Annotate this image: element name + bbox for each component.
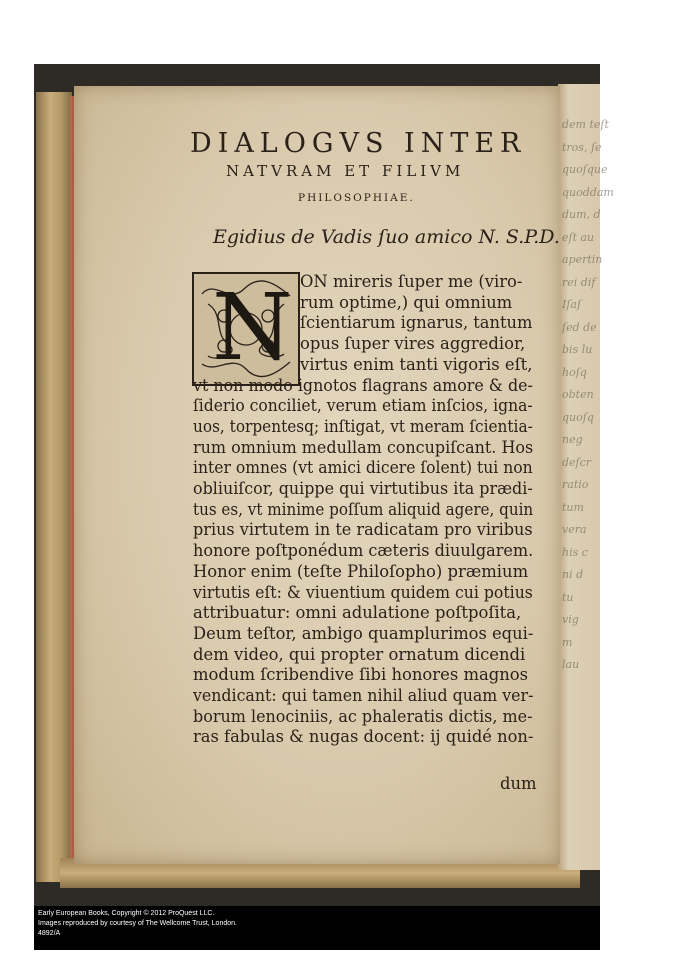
decorated-initial xyxy=(192,272,300,386)
body-line: virtus enim tanti vigoris eſt, xyxy=(300,354,533,374)
facing-line: rei dif xyxy=(562,275,596,289)
title-line-1: DIALOGVS INTER xyxy=(190,128,527,159)
book-left-edge xyxy=(36,92,72,882)
facing-line: lau xyxy=(562,658,580,671)
body-line: virtutis eſt: & viuentium quidem cui potius xyxy=(193,582,533,602)
facing-line: ratio xyxy=(562,478,589,491)
facing-line: vig xyxy=(562,613,579,626)
body-line: honore poſtponédum cæteris diuulgarem. xyxy=(193,541,534,561)
facing-page-text xyxy=(562,114,614,677)
facing-line: quoſq xyxy=(562,410,594,424)
title-line-3: PHILOSOPHIAE. xyxy=(298,192,415,204)
facing-line: neg xyxy=(562,433,583,446)
body-line: borum lenociniis, ac phaleratis dictis, me- xyxy=(193,706,533,726)
facing-line: m xyxy=(562,635,573,649)
facing-line: quoddam xyxy=(562,185,614,199)
facing-line: tu xyxy=(562,590,574,604)
body-line: inter omnes (vt amici dicere ſolent) tui non xyxy=(193,458,533,478)
body-line: prius virtutem in te radicatam pro viribus xyxy=(193,520,533,540)
footer-line-2: Images reproduced by courtesy of The Wellcome Trust, London. xyxy=(38,920,237,927)
facing-line: vera xyxy=(562,523,587,536)
body-line: tus es, vt minime poſſum aliquid agere, quin xyxy=(193,499,534,519)
facing-line: quoſque xyxy=(562,163,608,176)
facing-line: ni d xyxy=(562,568,584,581)
facing-line: his c xyxy=(562,545,588,559)
facing-line: deſcr xyxy=(562,455,592,469)
body-line: opus ſuper vires aggredior, xyxy=(300,334,526,354)
facing-line: obten xyxy=(562,388,594,401)
facing-line: dum, d xyxy=(562,208,601,221)
title-line-2: NATVRAM ET FILIVM xyxy=(226,162,465,180)
body-line: ſcientiarum ignarus, tantum xyxy=(300,313,533,333)
facing-line: tros, ſe xyxy=(562,140,602,154)
body-line: dem video, qui propter ornatum dicendi xyxy=(193,644,526,664)
body-line: Deum teſtor, ambigo quamplurimos equi- xyxy=(193,623,534,643)
copyright-footer xyxy=(34,906,600,950)
facing-page xyxy=(558,84,614,870)
facing-line: ſed de xyxy=(562,320,597,334)
body-line: rum optime,) qui omnium xyxy=(300,292,513,312)
body-line: modum ſcribendive ſibi honores magnos xyxy=(193,665,529,685)
facing-line: Iſaſ xyxy=(562,298,582,311)
body-line: ſiderio conciliet, verum etiam inſcios, igna- xyxy=(193,396,533,416)
body-line: vendicant: qui tamen nihil aliud quam ver- xyxy=(193,686,534,705)
footer-line-1: Early European Books, Copyright © 2012 ProQuest LLC. xyxy=(38,910,215,917)
facing-line: hoſq xyxy=(562,365,587,379)
body-line: ras fabulas & nugas docent: ij quidé non- xyxy=(193,727,534,747)
salutation: Egidius de Vadis ſuo amico N. S.P.D. xyxy=(213,226,560,248)
catchword: dum xyxy=(500,774,537,793)
initial-letter: N xyxy=(212,274,293,381)
body-line: obliuiſcor, quippe qui virtutibus ita prædi- xyxy=(193,479,533,498)
body-line: rum omnium medullam concupiſcant. Hos xyxy=(193,437,534,457)
body-line: ON mireris ſuper me (viro- xyxy=(300,272,523,291)
body-line: attribuatur: omni adulatione poſtpoſita, xyxy=(193,603,522,623)
footer-line-3: 4892/A xyxy=(38,930,61,937)
facing-line: dem teſt xyxy=(562,118,609,131)
body-line: Honor enim (teſte Philoſopho) præmium xyxy=(193,561,529,581)
body-line: vt non modo ignotos flagrans amore & de- xyxy=(193,375,533,395)
body-line: uos, torpentesq; inſtigat, vt meram ſcientia- xyxy=(193,416,533,436)
facing-line: bis lu xyxy=(562,343,593,356)
facing-line: tum xyxy=(562,500,584,514)
facing-line: apertin xyxy=(562,253,603,266)
facing-line: eſt au xyxy=(562,230,595,244)
